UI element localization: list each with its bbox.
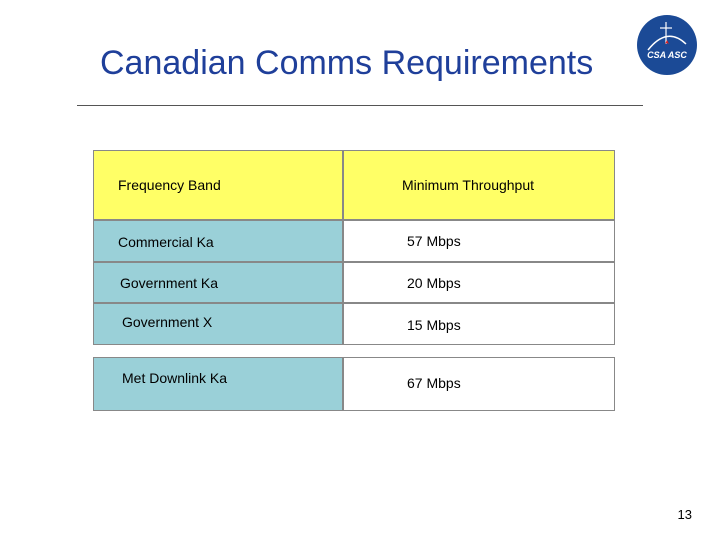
csa-logo-icon (636, 14, 698, 76)
title-divider (77, 105, 643, 106)
band-cell: Met Downlink Ka (93, 357, 343, 411)
throughput-cell: 57 Mbps (343, 220, 615, 262)
band-cell: Government X (93, 303, 343, 345)
header-minimum-throughput: Minimum Throughput (343, 150, 615, 220)
band-cell: Government Ka (93, 262, 343, 303)
page-number: 13 (677, 507, 692, 522)
logo-text: CSA ASC (647, 50, 687, 60)
throughput-cell: 67 Mbps (343, 357, 615, 411)
header-frequency-band: Frequency Band (93, 150, 343, 220)
throughput-cell: 20 Mbps (343, 262, 615, 303)
throughput-cell: 15 Mbps (343, 303, 615, 345)
band-cell: Commercial Ka (93, 220, 343, 262)
slide-title: Canadian Comms Requirements (100, 44, 594, 82)
